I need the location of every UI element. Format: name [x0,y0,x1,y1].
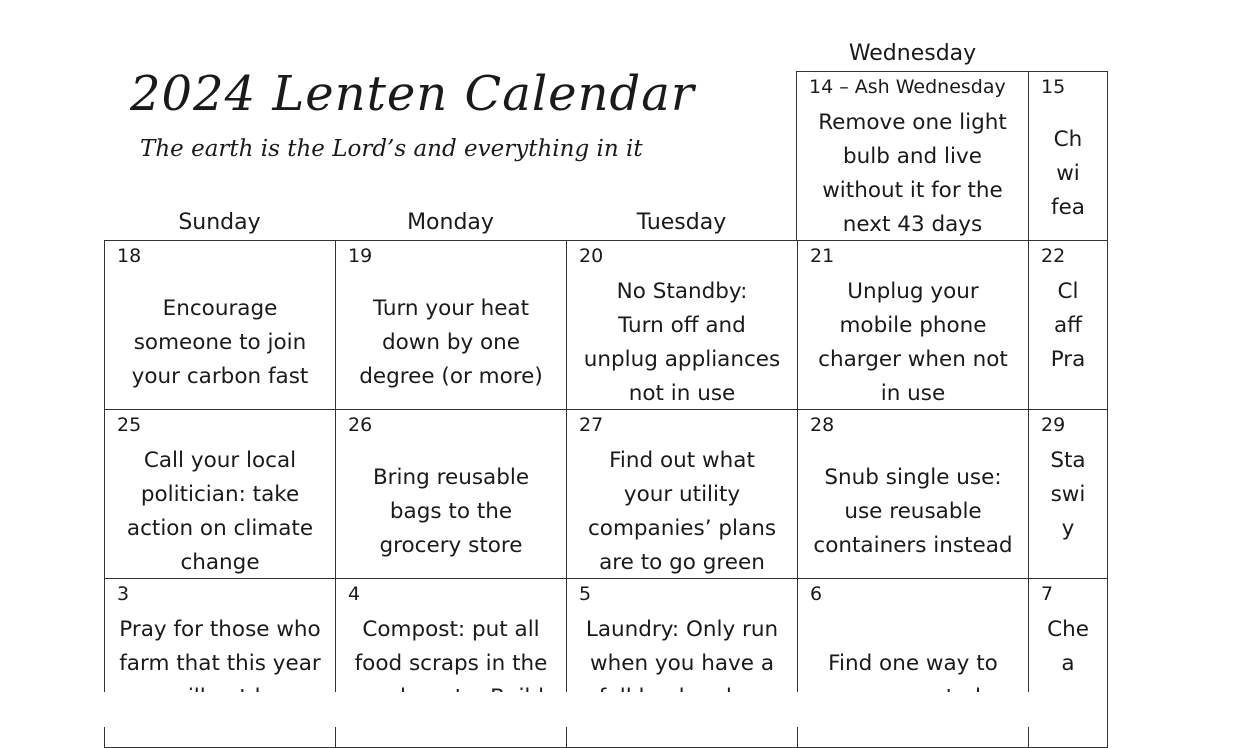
day-number: 26 [348,414,373,436]
day-number: 5 [579,583,592,605]
day-header-wednesday: Wednesday [848,41,977,66]
day-activity: Compost: put all food scraps in the [354,617,548,676]
day-cell-18 [104,240,336,410]
day-activity: No Standby: Turn off and unplug appliances not in use [583,279,781,406]
day-header-sunday: Sunday [178,210,261,235]
day-activity: Turn your heat down by one degree (or more) [359,296,543,389]
day-activity: Find out what your utility companies’ plans are to go green [587,448,777,575]
calendar-title: 2024 Lenten Calendar [130,66,695,122]
day-cell-27 [566,409,798,579]
day-activity: Laundry: Only run when you have a [585,617,779,676]
day-activity: Remove one light bulb and live without it for the next 43 days [818,110,1007,237]
calendar-subtitle: The earth is the Lord’s and everything in it [140,136,643,162]
day-activity: Ch wi fea [1051,127,1085,220]
day-activity: Che a [1047,617,1089,676]
day-number: 28 [810,414,835,436]
day-cell-29 [1028,409,1108,579]
day-number: 22 [1041,245,1066,267]
day-activity: Find one way to [828,651,998,676]
day-number: 29 [1041,414,1066,436]
day-number: 7 [1041,583,1054,605]
day-cell-26 [335,409,567,579]
day-number: 6 [810,583,823,605]
day-number: 3 [117,583,130,605]
day-cell-25 [104,409,336,579]
day-number: 20 [579,245,604,267]
day-header-monday: Monday [407,210,494,235]
day-number: 19 [348,245,373,267]
day-activity: Sta swi y [1050,448,1086,541]
day-cell-15 [1028,71,1108,241]
day-activity: Pray for those who farm that this year [119,617,321,676]
day-header-tuesday: Tuesday [636,210,727,235]
day-cell-20 [566,240,798,410]
day-activity: Bring reusable bags to the grocery store [372,465,530,558]
day-activity: Unplug your mobile phone charger when not in use [818,279,1008,406]
day-activity: Snub single use: use reusable containers instead [813,465,1013,558]
day-label: 14 – Ash Wednesday [809,76,1006,98]
day-number: 25 [117,414,142,436]
day-cell-19 [335,240,567,410]
day-number: 27 [579,414,604,436]
day-number: 15 [1041,76,1066,98]
day-cell-22 [1028,240,1108,410]
day-number: 18 [117,245,142,267]
page-bottom-edge [0,692,1080,727]
day-activity: Encourage someone to join your carbon fast [131,296,309,389]
day-activity: Cl aff Pra [1050,279,1086,372]
day-number: 4 [348,583,361,605]
day-number: 21 [810,245,835,267]
day-activity: Call your local politician: take action on climate change [126,448,314,575]
